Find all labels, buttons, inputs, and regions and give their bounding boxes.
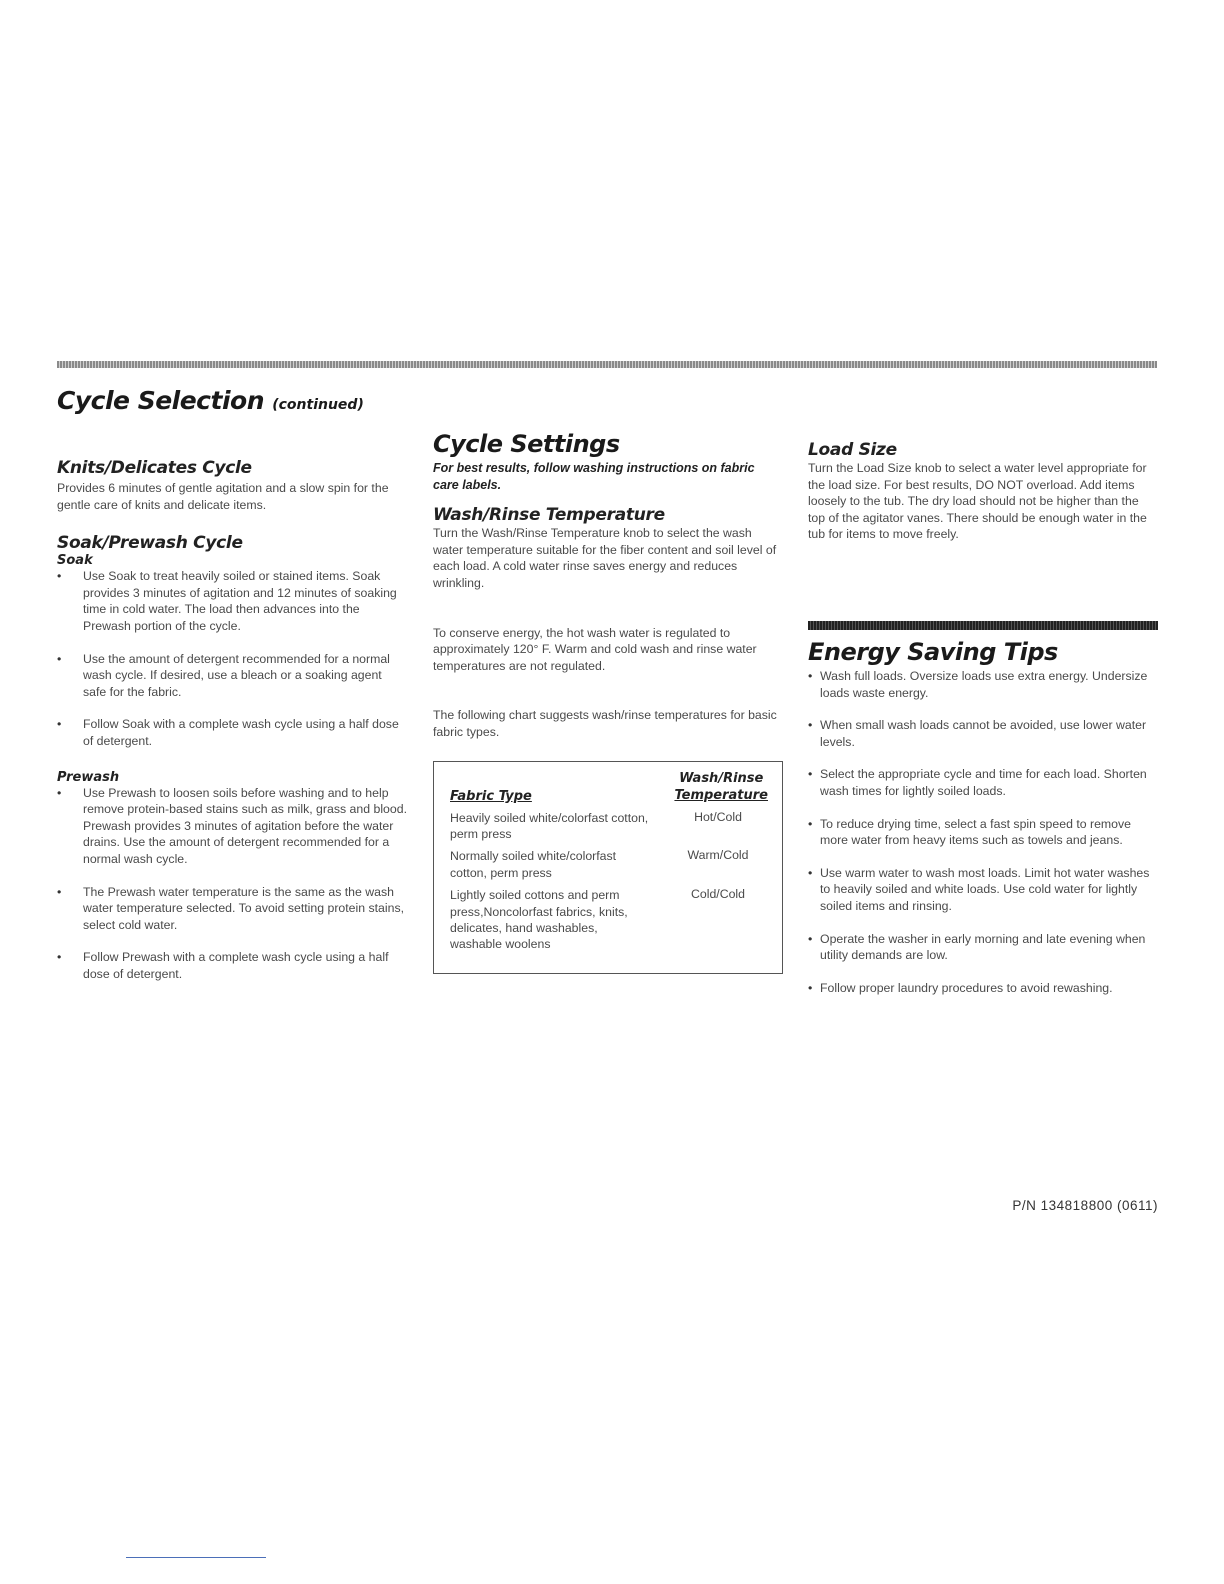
list-item: • Use warm water to wash most loads. Limit hot water washes to heavily soiled and white loads. Use cold water for lightly soiled items and rinsing.	[808, 865, 1158, 915]
cycle-settings-heading: Cycle Settings	[433, 430, 620, 458]
soak-list	[57, 568, 407, 749]
temperature-chart	[433, 761, 783, 974]
soak-prewash-heading: Soak/Prewash Cycle	[57, 533, 243, 554]
table-row	[450, 848, 768, 881]
chart-fabric-cell: Lightly soiled cottons and perm press,Noncolorfast fabrics, knits, delicates, hand washables, washable woolens	[450, 888, 628, 952]
page-title	[57, 386, 364, 415]
soak-subheading: Soak	[57, 553, 93, 569]
chart-col-temperature-line1: Wash/Rinse	[679, 770, 764, 786]
chart-header-row	[450, 770, 768, 804]
list-item: • Follow proper laundry procedures to avoid rewashing.	[808, 980, 1158, 997]
list-item: • Use Prewash to loosen soils before washing and to help remove protein-based stains such as milk, grass and blood. Prewash provides 3 minutes of agitation before the water drains. Use the amount of detergent recommended for a normal wash cycle.	[57, 785, 407, 868]
chart-col-temperature-line2: Temperature	[674, 787, 768, 803]
prewash-list	[57, 785, 407, 983]
load-size-heading: Load Size	[808, 440, 897, 460]
energy-saving-heading: Energy Saving Tips	[808, 637, 1058, 666]
wash-rinse-para-3: The following chart suggests wash/rinse temperatures for basic fabric types.	[433, 708, 777, 739]
list-item: • Follow Prewash with a complete wash cycle using a half dose of detergent.	[57, 949, 407, 982]
chart-col-temperature	[674, 770, 768, 804]
knits-delicates-body: Provides 6 minutes of gentle agitation and a slow spin for the gentle care of knits and delicate items.	[57, 481, 389, 512]
list-item: • Wash full loads. Oversize loads use extra energy. Undersize loads waste energy.	[808, 668, 1158, 701]
prewash-subheading: Prewash	[57, 769, 120, 785]
wash-rinse-heading: Wash/Rinse Temperature	[433, 505, 665, 526]
column-left	[57, 458, 407, 982]
wash-rinse-para-2: To conserve energy, the hot wash water is regulated to approximately 120° F. Warm and cold wash and rinse water temperatures are not regulated.	[433, 625, 757, 673]
chart-temp-cell: Hot/Cold	[694, 809, 742, 824]
chart-fabric-cell: Heavily soiled white/colorfast cotton, perm press	[450, 810, 649, 841]
wash-rinse-para-1: Turn the Wash/Rinse Temperature knob to select the wash water temperature suitable for the fiber content and soil level of each load. A cold water rinse saves energy and reduces wrinkling.	[433, 526, 777, 590]
bottom-link-underline	[126, 1557, 266, 1558]
energy-tips-list	[808, 668, 1158, 996]
knits-delicates-heading: Knits/Delicates Cycle	[57, 458, 252, 478]
chart-temp-cell: Warm/Cold	[687, 848, 749, 863]
table-row	[450, 810, 768, 843]
cycle-settings-intro: For best results, follow washing instructions on fabric care labels.	[433, 461, 755, 492]
page-title-suffix: (continued)	[272, 397, 364, 413]
list-item: • Use Soak to treat heavily soiled or stained items. Soak provides 3 minutes of agitation and 12 minutes of soaking time in cold water. The load then advances into the Prewash portion of the cycle.	[57, 568, 407, 634]
list-item: • Use the amount of detergent recommended for a normal wash cycle. If desired, use a bleach or a soaking agent safe for the fabric.	[57, 651, 407, 701]
energy-divider-rule	[808, 621, 1158, 630]
chart-fabric-cell: Normally soiled white/colorfast cotton, perm press	[450, 849, 617, 880]
list-item: • To reduce drying time, select a fast spin speed to remove more water from heavy items such as towels and jeans.	[808, 816, 1158, 849]
part-number: P/N 134818800 (0611)	[1012, 1198, 1158, 1213]
chart-temp-cell: Cold/Cold	[691, 887, 745, 902]
list-item: • When small wash loads cannot be avoided, use lower water levels.	[808, 717, 1158, 750]
load-size-body: Turn the Load Size knob to select a water level appropriate for the load size. For best results, DO NOT overload. Add items loosely to the tub. The dry load should not be higher than the top of the agitator vanes. There should be enough water in the tub for items to move freely.	[808, 461, 1147, 542]
chart-col-fabric-type: Fabric Type	[450, 788, 532, 804]
list-item: • Follow Soak with a complete wash cycle using a half dose of detergent.	[57, 716, 407, 749]
list-item: • The Prewash water temperature is the same as the wash water temperature selected. To avoid setting protein stains, select cold water.	[57, 884, 407, 934]
list-item: • Select the appropriate cycle and time for each load. Shorten wash times for lightly soiled loads.	[808, 766, 1158, 799]
page-title-text: Cycle Selection	[57, 386, 264, 415]
top-divider-rule	[57, 361, 1157, 368]
column-middle	[433, 430, 783, 974]
table-row	[450, 887, 768, 953]
list-item: • Operate the washer in early morning and late evening when utility demands are low.	[808, 931, 1158, 964]
column-right	[808, 440, 1158, 1012]
